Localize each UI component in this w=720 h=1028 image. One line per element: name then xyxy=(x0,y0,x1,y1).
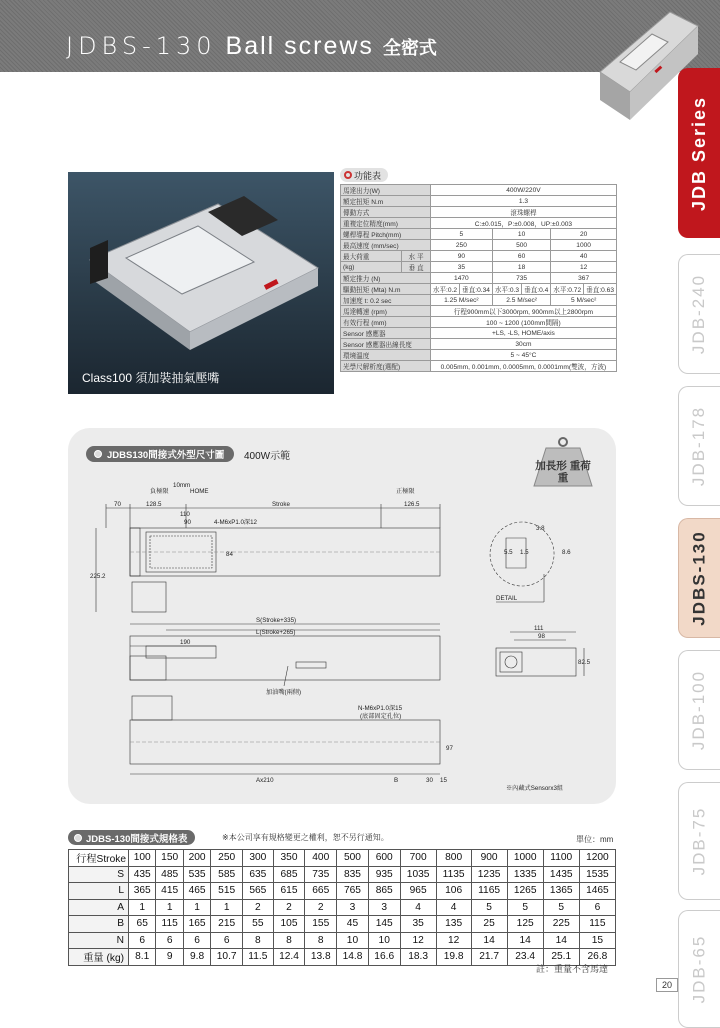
dim-label: 82.5 xyxy=(578,659,591,666)
row-header: L xyxy=(69,883,129,900)
table-cell: 5 xyxy=(507,899,543,916)
table-cell: 100 xyxy=(129,850,156,867)
table-row: 最高速度 (mm/sec) 250 500 1000 xyxy=(341,240,617,251)
table-cell: 19.8 xyxy=(436,949,471,966)
dim-label: 97 xyxy=(446,745,453,752)
table-cell: 535 xyxy=(183,866,210,883)
dim-label: N-M6xP1.0深15 xyxy=(358,705,403,712)
page-number: 20 xyxy=(656,978,678,992)
table-cell: 515 xyxy=(211,883,243,900)
spec-note: ※本公司享有規格變更之權利，恕不另行通知。 xyxy=(222,833,389,842)
top-view-body xyxy=(130,528,440,576)
table-cell: 1335 xyxy=(507,866,543,883)
dim-label: 加油嘴(兩側) xyxy=(266,689,302,696)
series-tabs xyxy=(676,68,720,1028)
table-cell: 6 xyxy=(156,932,183,949)
table-cell: 15 xyxy=(579,932,615,949)
table-cell: 10 xyxy=(368,932,400,949)
dim-label: 90 xyxy=(184,519,191,526)
table-cell: 3 xyxy=(337,899,369,916)
tab-jdb-series[interactable]: JDB Series xyxy=(678,68,720,238)
table-cell: 400 xyxy=(305,850,337,867)
table-row xyxy=(69,899,616,916)
table-cell: 65 xyxy=(129,916,156,933)
table-cell: 21.7 xyxy=(471,949,507,966)
photo-caption: Class100 須加裝抽氣壓嘴 xyxy=(82,371,220,385)
detail-label: DETAIL xyxy=(496,595,518,602)
table-row: 馬達出力(W) 400W/220V xyxy=(341,185,617,196)
table-cell: 4 xyxy=(436,899,471,916)
dim-label: 70 xyxy=(114,501,121,508)
table-row: 馬達轉速 (rpm) 行程900mm以下3000rpm, 900mm以上2800rpm xyxy=(341,306,617,317)
dim-label: 98 xyxy=(538,633,545,640)
table-cell: 14 xyxy=(471,932,507,949)
dim-label: 128.5 xyxy=(146,501,162,508)
dim-label: 126.5 xyxy=(404,501,420,508)
table-row: 有效行程 (mm) 100 ~ 1200 (100mm間隔) xyxy=(341,317,617,328)
table-row: 加速度 t: 0.2 sec 1.25 M/sec² 2.5 M/sec² 5 M/sec² xyxy=(341,295,617,306)
table-cell: 1035 xyxy=(400,866,436,883)
table-cell: 6 xyxy=(211,932,243,949)
table-cell: 10.7 xyxy=(211,949,243,966)
table-cell: 600 xyxy=(368,850,400,867)
dim-label: 負極限 xyxy=(150,488,169,495)
table-cell: 835 xyxy=(337,866,369,883)
table-cell: 585 xyxy=(211,866,243,883)
table-row: 額定扭矩 N.m 1.3 xyxy=(341,196,617,207)
table-row: Sensor 感應器出線長度 30cm xyxy=(341,339,617,350)
tab-jdb-100[interactable]: JDB-100 xyxy=(678,650,720,770)
table-cell: 1265 xyxy=(507,883,543,900)
table-cell: 12.4 xyxy=(273,949,305,966)
drawing-title: JDBS130間接式外型尺寸圖 xyxy=(86,446,234,462)
row-header: B xyxy=(69,916,129,933)
product-type: Ball screws xyxy=(225,32,374,60)
row-header: 行程Stroke xyxy=(69,850,129,867)
spec-title: 功能表 xyxy=(340,168,388,182)
table-cell: 250 xyxy=(211,850,243,867)
table-cell: 26.8 xyxy=(579,949,615,966)
table-cell: 105 xyxy=(273,916,305,933)
table-row: 額定推力 (N) 1470 735 367 xyxy=(341,273,617,284)
table-cell: 14.8 xyxy=(337,949,369,966)
table-cell: 1165 xyxy=(471,883,507,900)
row-header: A xyxy=(69,899,129,916)
table-cell: 13.8 xyxy=(305,949,337,966)
table-cell: 465 xyxy=(183,883,210,900)
table-cell: 12 xyxy=(436,932,471,949)
table-cell: 16.6 xyxy=(368,949,400,966)
bottom-view-body xyxy=(130,720,440,764)
table-cell: 225 xyxy=(543,916,579,933)
dim-label: Ax210 xyxy=(256,777,274,784)
table-cell: 3 xyxy=(368,899,400,916)
motor-side xyxy=(132,582,166,612)
dim-label: 190 xyxy=(180,639,191,646)
table-cell: 2 xyxy=(273,899,305,916)
table-row: 驅動扭矩 (Mta) N.m 水平:0.2 垂直:0.34 水平:0.3 垂直:0.4 水平:0.72 垂直:0.63 xyxy=(341,284,617,295)
table-cell: 10 xyxy=(337,932,369,949)
table-cell: 215 xyxy=(211,916,243,933)
table-cell: 25.1 xyxy=(543,949,579,966)
table-cell: 155 xyxy=(305,916,337,933)
table-row xyxy=(69,866,616,883)
table-cell: 735 xyxy=(305,866,337,883)
dim-label: 5.5 xyxy=(504,549,513,556)
table-row: 環境溫度 5 ~ 45°C xyxy=(341,350,617,361)
footnote: 註：重量不含馬達 xyxy=(536,964,609,974)
table-cell: 9.8 xyxy=(183,949,210,966)
dim-label: (底部固定孔位) xyxy=(360,713,402,720)
model-name: JDBS-130 xyxy=(66,32,217,60)
table-cell: 125 xyxy=(507,916,543,933)
table-cell: 485 xyxy=(156,866,183,883)
dim-label: HOME xyxy=(190,488,209,495)
table-cell: 665 xyxy=(305,883,337,900)
table-cell: 1235 xyxy=(471,866,507,883)
table-cell: 1000 xyxy=(507,850,543,867)
table-cell: 8.1 xyxy=(129,949,156,966)
table-cell: 1200 xyxy=(579,850,615,867)
product-photo xyxy=(68,172,334,394)
table-cell: 865 xyxy=(368,883,400,900)
table-row xyxy=(69,883,616,900)
tab-jdb-178[interactable]: JDB-178 xyxy=(678,386,720,506)
row-header: S xyxy=(69,866,129,883)
table-row: 傳動方式 滾珠螺桿 xyxy=(341,207,617,218)
table-cell: 135 xyxy=(436,916,471,933)
table-cell: 6 xyxy=(129,932,156,949)
table-cell: 350 xyxy=(273,850,305,867)
spec-table-title: JDBS-130間接式規格表 xyxy=(68,830,195,845)
dim-label: 84 xyxy=(226,551,233,558)
table-cell: 25 xyxy=(471,916,507,933)
table-cell: 2 xyxy=(243,899,274,916)
table-row: 最大荷重 水 平 90 60 40 xyxy=(341,251,617,262)
table-cell: 200 xyxy=(183,850,210,867)
table-cell: 12 xyxy=(400,932,436,949)
table-row: 重複定位精度(mm) C:±0.015，P:±0.008，UP:±0.003 xyxy=(341,218,617,229)
table-cell: 5 xyxy=(471,899,507,916)
table-cell: 1100 xyxy=(543,850,579,867)
dim-label: 8.6 xyxy=(562,549,571,556)
actuator-illustration xyxy=(68,172,334,394)
table-cell: 965 xyxy=(400,883,436,900)
tab-jdb-240[interactable]: JDB-240 xyxy=(678,254,720,374)
tab-jdb-75[interactable]: JDB-75 xyxy=(678,782,720,900)
table-cell: 165 xyxy=(183,916,210,933)
dim-label: 30 xyxy=(426,777,433,784)
table-cell: 6 xyxy=(579,899,615,916)
dim-label: 111 xyxy=(534,625,544,632)
table-row xyxy=(69,850,616,867)
tab-jdb-65[interactable]: JDB-65 xyxy=(678,910,720,1028)
table-cell: 700 xyxy=(400,850,436,867)
unit-label: 單位：mm xyxy=(576,835,614,844)
table-cell: 150 xyxy=(156,850,183,867)
table-cell: 145 xyxy=(368,916,400,933)
table-cell: 1 xyxy=(183,899,210,916)
table-row xyxy=(69,932,616,949)
table-cell: 685 xyxy=(273,866,305,883)
table-cell: 765 xyxy=(337,883,369,900)
table-cell: 1135 xyxy=(436,866,471,883)
table-cell: 9 xyxy=(156,949,183,966)
dim-label: S(Stroke+335) xyxy=(256,617,297,624)
dim-label: 正極限 xyxy=(396,488,415,495)
table-row: 光學尺解析度(選配) 0.005mm, 0.001mm, 0.0005mm, 0.0001mm(雙波，方波) xyxy=(341,361,617,372)
dim-label: 10mm xyxy=(173,482,191,489)
table-cell: 500 xyxy=(337,850,369,867)
table-cell: 615 xyxy=(273,883,305,900)
table-cell: 1535 xyxy=(579,866,615,883)
dim-label: 3.8 xyxy=(536,525,545,532)
table-row xyxy=(69,916,616,933)
technical-drawing xyxy=(76,478,596,798)
table-cell: 300 xyxy=(243,850,274,867)
table-cell: 14 xyxy=(543,932,579,949)
table-cell: 1 xyxy=(156,899,183,916)
table-cell: 55 xyxy=(243,916,274,933)
dim-label: Stroke xyxy=(272,501,290,508)
table-row: Sensor 感應器 +LS, -LS, HOME/axis xyxy=(341,328,617,339)
table-row: 螺桿導程 Pitch(mm) 5 10 20 xyxy=(341,229,617,240)
bullet-icon xyxy=(94,450,102,458)
table-cell: 1365 xyxy=(543,883,579,900)
bullet-icon xyxy=(74,834,82,842)
table-cell: 14 xyxy=(507,932,543,949)
table-cell: 415 xyxy=(156,883,183,900)
dim-label: 110 xyxy=(180,511,190,518)
table-cell: 365 xyxy=(129,883,156,900)
dim-label: 225.2 xyxy=(90,573,106,580)
table-cell: 6 xyxy=(183,932,210,949)
row-header: 重量 (kg) xyxy=(69,949,129,966)
row-header: N xyxy=(69,932,129,949)
stroke-spec-table xyxy=(68,849,616,966)
bullet-icon xyxy=(344,171,352,179)
table-cell: 1435 xyxy=(543,866,579,883)
table-cell: 23.4 xyxy=(507,949,543,966)
drawing-subtitle: 400W示範 xyxy=(244,451,291,462)
table-cell: 5 xyxy=(543,899,579,916)
tab-jdbs-130[interactable]: JDBS-130 xyxy=(678,518,720,638)
table-cell: 18.3 xyxy=(400,949,436,966)
table-cell: 800 xyxy=(436,850,471,867)
sensor-note: ※內藏式Sensorx3組 xyxy=(506,785,564,792)
table-cell: 8 xyxy=(243,932,274,949)
page-title xyxy=(66,32,437,61)
table-cell: 115 xyxy=(156,916,183,933)
table-cell: 106 xyxy=(436,883,471,900)
table-cell: 35 xyxy=(400,916,436,933)
heavy-load-badge: 加長形 重荷重 xyxy=(535,460,591,484)
table-cell: 4 xyxy=(400,899,436,916)
product-suffix: 全密式 xyxy=(382,38,437,58)
table-cell: 900 xyxy=(471,850,507,867)
table-cell: 1 xyxy=(129,899,156,916)
table-cell: 1465 xyxy=(579,883,615,900)
dim-label: 1.5 xyxy=(520,549,529,556)
dim-label: 15 xyxy=(440,777,447,784)
dim-label: 4-M6xP1.0深12 xyxy=(214,519,257,526)
table-cell: 565 xyxy=(243,883,274,900)
table-cell: 45 xyxy=(337,916,369,933)
table-cell: 2 xyxy=(305,899,337,916)
table-row xyxy=(69,949,616,966)
dim-label: L(Stroke+265) xyxy=(256,629,296,636)
table-row: (kg) 垂 直 35 18 12 xyxy=(341,262,617,273)
table-cell: 8 xyxy=(273,932,305,949)
table-cell: 435 xyxy=(129,866,156,883)
table-cell: 11.5 xyxy=(243,949,274,966)
table-cell: 115 xyxy=(579,916,615,933)
table-cell: 635 xyxy=(243,866,274,883)
spec-table xyxy=(340,184,617,372)
table-cell: 1 xyxy=(211,899,243,916)
table-cell: 935 xyxy=(368,866,400,883)
table-cell: 8 xyxy=(305,932,337,949)
dim-label: B xyxy=(394,777,399,784)
